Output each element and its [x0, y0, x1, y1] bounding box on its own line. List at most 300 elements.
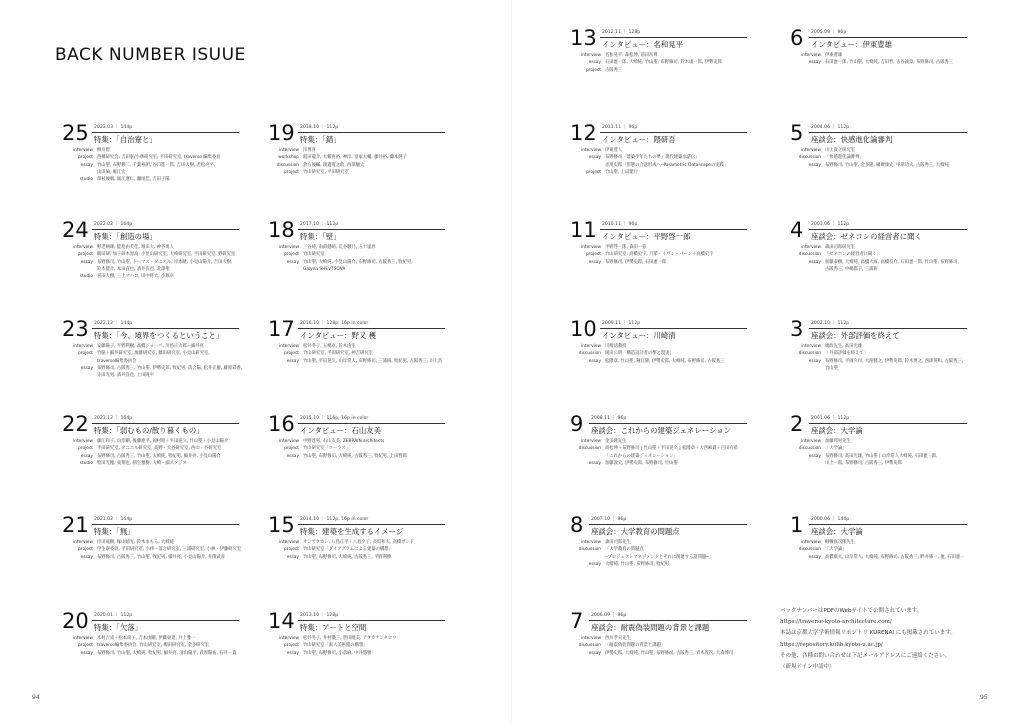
title-rule [809, 328, 967, 329]
contributor-names: 野老朝雄, 能島由芙佳, 増田大, 神谷勇人 [97, 245, 174, 250]
role-label: interview [73, 148, 93, 153]
role-label: project [78, 643, 93, 649]
contributor-names: 伊勢史郎, 大崎純, 竹山聖, 布野修司, 古阪秀三, 青木義次, 大森博司 [605, 650, 734, 656]
contributor-names: 布野修司, 高田光雄, 竹山聖 | 山岸常人大崎純, 石田憲一郎, [825, 453, 938, 459]
role-label: discussion [798, 446, 821, 452]
contributor-list [62, 635, 236, 657]
contributor-row [790, 266, 959, 273]
role-label: project [284, 643, 299, 649]
title-rule [809, 132, 967, 133]
contributor-list [62, 244, 235, 280]
contributor-row [62, 372, 242, 379]
contributor-list [268, 147, 407, 176]
contributor-row [268, 169, 407, 176]
page-title: BACK NUMBER ISUUE [55, 45, 246, 65]
contributor-row [790, 251, 959, 258]
issue-number: 10 [570, 317, 597, 341]
role-label: project [284, 169, 299, 175]
issue-title: インタビュー：野又 穫 [300, 331, 376, 340]
issue-number: 5 [790, 121, 804, 145]
issue-number: 17 [268, 317, 295, 341]
issue-title: 特集：「今、境界をつくるということ」 [94, 331, 224, 340]
contributor-list [62, 147, 220, 183]
contributor-names: 古阪秀三, 中嶋都子, 三浦研 [825, 266, 878, 272]
issue-number: 12 [570, 121, 597, 145]
notice-block [780, 606, 956, 673]
website-link[interactable]: https://traverse-kyoto-architecture.com/ [780, 619, 892, 626]
role-label: essay [588, 650, 601, 656]
contributor-names: 宮田大樹, 三上マハロ, 田中将太, 小堀卓 [97, 274, 174, 280]
contributor-names: 竹山聖, 大崎純, 小見山陽介, 布野修司, 古阪秀三, 牧紀男, [303, 259, 413, 265]
role-label [570, 162, 605, 169]
contributor-row [268, 358, 442, 365]
contributor-row [268, 259, 413, 266]
issue-meta: 2007.10 ｜ 96p [591, 517, 627, 522]
role-label: essay [808, 60, 821, 66]
role-label: interview [801, 53, 821, 58]
role-label: workshop [278, 155, 299, 161]
contributor-row [790, 453, 938, 460]
issue-title: 特集：「錯」 [300, 135, 341, 144]
contributor-names: 伊東豊雄 [825, 53, 843, 58]
role-label [62, 266, 97, 273]
issue-title: 特集：「欠落」 [94, 623, 143, 632]
role-label: project [78, 252, 93, 258]
contributor-row [62, 460, 228, 467]
page-gutter [511, 0, 512, 724]
issue-title: 特集：「自治寮と」 [94, 135, 157, 144]
role-label: interview [581, 245, 601, 250]
role-label: essay [588, 155, 601, 161]
contributor-names: 阪田龍介, 大藪将裕, 神岸, 富家大輔, 藤井裕, 藤本純子 [303, 155, 407, 161]
issue-title: 特集：「弱むもの/散り暮くもの」 [94, 426, 204, 435]
role-label: interview [73, 636, 93, 641]
title-rule [298, 132, 445, 133]
issue-title: 特集：「創造の場」 [94, 232, 157, 241]
role-label: interview [279, 636, 299, 641]
title-rule [92, 132, 239, 133]
contributor-names: 平田研究室, ダニエル研究室, 高野・大谷研究室, 西山・谷研究室 [97, 446, 222, 452]
role-label: interview [801, 439, 821, 444]
role-label: essay [588, 358, 601, 364]
role-label: discussion [578, 351, 601, 357]
contributor-names: 学生寮委員, 平田研究室, 小林・落合研究室, 三浦研究室, 小林・伊藤研究室 [97, 547, 242, 553]
title-rule [809, 229, 967, 230]
contributor-names: 竹山聖, 平田晃久, 山岸常人, 布野修司, 三浦研, 牧紀男, 古阪秀三, 川上浩 [303, 358, 443, 364]
issue-title: 特集：アートと空間 [300, 623, 367, 632]
contributor-row [790, 147, 949, 154]
issue-meta: 2015.10 ｜ 116p, 16p in color [300, 416, 369, 421]
contributor-list [268, 343, 442, 365]
issue-meta: 2009.11 ｜ 112p [602, 321, 641, 326]
role-label: project [284, 547, 299, 553]
role-label: studio [79, 177, 93, 183]
contributor-list [790, 52, 953, 67]
role-label: studio [79, 460, 93, 466]
notice-line-3: その他、各種お問い合わせは下記メールアドレスにご連絡ください。 [780, 652, 951, 659]
role-label: interview [279, 245, 299, 250]
contributor-row [62, 635, 236, 642]
contributor-names: 加藤泰樹, 大崎純, 高橋大成, 高橋良介, 石田憲一郎, 竹山聖, 布野修司, [825, 259, 959, 265]
contributor-row [570, 561, 713, 568]
contributor-row [268, 546, 414, 553]
contributor-row [570, 438, 738, 445]
issue-title: インタビュー：平野啓一郎 [602, 232, 691, 241]
contributor-row [62, 251, 235, 258]
contributor-names: 竹山聖, 布野修司, 大崎純, 古阪秀三, 牧紀男, 上田哲郎 [303, 453, 407, 459]
issue-meta: 2011.11 ｜ 96p [602, 125, 638, 130]
role-label: essay [808, 162, 821, 168]
role-label: discussion [798, 252, 821, 258]
role-label: essay [808, 554, 821, 560]
contributor-list [268, 635, 396, 657]
repository-link[interactable]: https://repository.kulib.kyoto-u.ac.jp/ [780, 641, 883, 648]
contributor-names: 山田倫, 堀江宏 [97, 169, 126, 175]
title-rule [600, 132, 747, 133]
title-rule [589, 423, 747, 424]
role-label [62, 169, 97, 176]
contributor-names: 森田司郎研究室 [825, 245, 856, 250]
issue-number: 9 [570, 412, 584, 436]
role-label: essay [80, 453, 93, 459]
contributor-names: 布野修司, 伊勢史郎, 石田憲一郎 [605, 259, 667, 265]
contributor-row [62, 650, 236, 657]
issue-title: インタビュー：川崎清 [602, 331, 676, 340]
contributor-names: 伊東豊人 [605, 148, 623, 153]
contributor-row [570, 244, 714, 251]
notice-line-2: 本誌は京都大学学術情報リポジトリ KURENAI にも掲載されています。 [780, 630, 956, 637]
contributor-names: 布野修司, 古阪秀三, 竹山聖, 大崎純, 牧紀男, 細井亮, 小見山陽介 [97, 453, 221, 459]
contributor-list [62, 438, 228, 467]
issue-number: 22 [62, 412, 89, 436]
issue-meta: 2004.06 ｜ 112p [811, 125, 850, 130]
role-label: interview [73, 439, 93, 444]
contributor-row [62, 176, 220, 183]
contributor-list [790, 343, 963, 372]
issue-number: 19 [268, 121, 295, 145]
contributor-names: 藤江和子, 山岸剛, 後藤連平, 岡村昭＋平田晃久, 竹山聖＋小見山陽介 [97, 439, 229, 444]
issue-meta: 2023.03 ｜ 144p [94, 125, 133, 130]
contributor-names: 高橋康夫, 山岸常人, 大崎純, 布野修司, 古阪秀三, 畔井修一, 他, 石田憲一 [825, 554, 965, 560]
contributor-names: 竹山聖, 上田建行 [605, 169, 638, 175]
contributor-list [570, 147, 728, 176]
role-label: interview [581, 148, 601, 153]
role-label: project [586, 252, 601, 258]
issue-meta: 2014.10 ｜ 112p, 16p in color [300, 517, 369, 522]
issue-meta: 2018.10 ｜ 112p [300, 125, 339, 130]
issue-meta: 2006.09 ｜ 96p [591, 613, 627, 618]
contributor-names: 名和晃平, 森松伸, 前田岳尊 [605, 53, 658, 58]
contributor-row [62, 273, 235, 280]
contributor-names: 岸博喜 [303, 148, 316, 153]
role-label: essay [808, 358, 821, 364]
contributor-row [790, 244, 959, 251]
issue-title: インタビュー：伊東豊雄 [811, 40, 893, 49]
contributor-row [268, 266, 413, 273]
contributor-row [268, 154, 407, 161]
role-label: discussion [798, 547, 821, 553]
issue-meta: 2022.02 ｜ 164p [94, 222, 133, 227]
contributor-row [790, 350, 963, 357]
contributor-names: 森田司郎先生 [605, 540, 631, 545]
role-label: interview [801, 344, 821, 349]
contributor-names: 川上貴之研究室 [825, 148, 856, 153]
contributor-list [570, 244, 714, 266]
issue-meta: 2010.11 ｜ 96p [602, 222, 638, 227]
issue-title: インタビュー：石山友美 [300, 426, 382, 435]
contributor-names: 布野修司, 平岡久司, 大窪健之, 伊勢史郎, 鈴木博之, 西澤英和, 古阪秀三, [825, 358, 964, 364]
role-label: interview [581, 439, 601, 444]
contributor-list [268, 539, 414, 561]
contributor-row [62, 343, 242, 350]
contributor-names: 高松伸＋布野修司 | 竹山聖＋平田晃久 | 松隈章＋大西麻貴＋百田有希 [605, 446, 738, 452]
contributor-row [62, 244, 235, 251]
contributor-list [790, 147, 949, 169]
contributor-row [268, 453, 407, 460]
title-rule [92, 229, 239, 230]
title-rule [589, 620, 747, 621]
title-rule [809, 423, 967, 424]
contributor-names: 石田憲一郎, 大崎純, 竹山聖, 布野修司, 鈴木康一郎, 伊勢史郎 [605, 60, 722, 66]
contributor-row [62, 266, 235, 273]
contributor-row [62, 642, 236, 649]
issue-meta: 2016.10 ｜ 128p, 16p in color [300, 321, 369, 326]
contributor-row [62, 162, 220, 169]
role-label: project [586, 169, 601, 175]
issue-title: 特集：「壁」 [300, 232, 341, 241]
contributor-names: 竹山研究室「素人美術館の構想」 [303, 643, 368, 649]
issue-number: 2 [790, 412, 804, 436]
role-label: project [284, 252, 299, 258]
contributor-names: 飯田研, 加子研木原高, 小見山研究室, 大崎研究室, 平田研究室, 野研究室 [97, 252, 236, 258]
role-label: discussion [798, 155, 821, 161]
title-rule [298, 423, 445, 424]
issue-number: 7 [570, 609, 584, 633]
contributor-names: 平野啓一郎, 森田一弥 [605, 245, 647, 250]
role-label: interview [581, 53, 601, 58]
contributor-row [268, 642, 396, 649]
role-label: essay [80, 554, 93, 560]
contributor-row [790, 554, 964, 561]
contributor-row [268, 162, 407, 169]
contributor-row [570, 554, 713, 561]
contributor-names: 鈴木健介, 本田直也, 酒井良也, 北澤聖 [97, 266, 170, 272]
issue-meta: 2013.10 ｜ 128p [300, 613, 339, 618]
issue-title: 座談会：大学論 [811, 426, 863, 435]
title-rule [809, 524, 967, 525]
contributor-names: 澤村俊朝, 堀江遼仁, 瀬尾佳, 吉田子陽 [97, 177, 170, 183]
issue-number: 21 [62, 513, 89, 537]
title-rule [92, 524, 239, 525]
role-label [62, 358, 97, 365]
contributor-row [790, 343, 963, 350]
title-rule [92, 620, 239, 621]
role-label: studio [79, 274, 93, 280]
contributor-list [62, 539, 241, 561]
issue-title: 座談会：外部評価を終えて [811, 331, 900, 340]
contributor-row [62, 438, 228, 445]
title-rule [600, 229, 747, 230]
role-label: interview [581, 540, 601, 545]
contributor-row [62, 259, 235, 266]
contributor-row [570, 162, 728, 169]
issue-title: 座談会：耐震偽装問題の背景と課題 [591, 623, 710, 632]
issue-title: 座談会：ゼネコンの経営者に聞く [811, 232, 922, 241]
role-label: essay [588, 259, 601, 265]
role-label: discussion [578, 643, 601, 649]
role-label: essay [80, 162, 93, 168]
issue-meta: 2005.09 ｜ 96p [811, 30, 847, 35]
issue-meta: 2003.06 ｜ 112p [811, 222, 850, 227]
role-label: discussion [798, 351, 821, 357]
issue-number: 13 [570, 26, 597, 50]
contributor-row [570, 154, 728, 161]
contributor-list [570, 438, 738, 467]
role-label [570, 554, 605, 561]
role-label [790, 266, 825, 273]
contributor-names: 桐敷真次郎先生 [825, 540, 856, 545]
contributor-names: 布野修司, 竹山聖, トーマス・ダニエル, 岸本暁, 小見山陽介, 吉田大樹, [97, 259, 233, 265]
role-label: interview [279, 344, 299, 349]
contributor-row [570, 343, 725, 350]
issue-title: 座談会：これからの建築ジェネレーション [591, 426, 731, 435]
contributor-row [268, 244, 413, 251]
contributor-names: 竹山聖, 布野修司, 大崎純, 古阪秀三, 平野利樹 [303, 554, 392, 560]
contributor-list [268, 244, 413, 273]
contributor-row [570, 259, 714, 266]
role-label: interview [801, 148, 821, 153]
contributor-row [790, 438, 938, 445]
contributor-names: 布野修司, 竹山聖, 大崎純, 牧紀男, 細井亮, 清山陽平, 武原陽祐, 石井一貴 [97, 650, 237, 656]
contributor-row [790, 460, 938, 467]
issue-title: インタビュー：隈研吾 [602, 135, 676, 144]
contributor-names: 「快感進化論審判」 [825, 155, 864, 161]
issue-meta: 2002.10 ｜ 112p [811, 321, 850, 326]
contributor-row [790, 546, 964, 553]
issue-number: 15 [268, 513, 295, 537]
role-label: interview [73, 344, 93, 349]
issue-title: 特集：「無」 [94, 527, 135, 536]
contributor-names: 「これからの建築ジェネレーション」 [605, 453, 678, 459]
contributor-row [790, 365, 963, 372]
contributor-row [268, 343, 442, 350]
contributor-names: Galyna SHEVTSOVA [303, 266, 346, 272]
contributor-names: 大崎純, 竹山聖, 布野修司, 牧紀男 [605, 561, 670, 567]
contributor-list [62, 343, 242, 379]
contributor-row [62, 358, 242, 365]
role-label: project [284, 351, 299, 357]
contributor-names: 竹山研究室, 平田研究室, 神吉研究室 [303, 351, 373, 357]
contributor-names: 岡田公明「構造設計者の夢と現実」 [605, 351, 674, 357]
contributor-row [62, 154, 220, 161]
contributor-names: 「ゼネコンの経営者に聞く」 [825, 252, 881, 258]
issue-meta: 2021.02 ｜ 164p [94, 517, 133, 522]
contributor-row [570, 358, 725, 365]
role-label: interview [581, 636, 601, 641]
contributor-row [790, 358, 963, 365]
contributor-names: 寺田光男, 酒井良也, 上田隆平 [97, 373, 155, 379]
role-label: discussion [578, 446, 601, 452]
role-label: interview [73, 540, 93, 545]
role-label [790, 460, 825, 467]
contributor-row [570, 539, 713, 546]
page-number-left: 94 [32, 694, 40, 701]
role-label: essay [80, 365, 93, 371]
contributor-row [62, 539, 241, 546]
issue-meta: 2017.10 ｜ 112p [300, 222, 339, 227]
contributor-names: 竹山聖, 布野修二, 千葉裕朗, 谷口進一郎, 吉田大樹, 若松亮平, [97, 162, 216, 168]
issue-meta: 2001.06 ｜ 112p [811, 416, 850, 421]
contributor-names: traverse編集委員会, 竹山研究室, 柳田研究室, 金多研究室 [97, 643, 210, 649]
contributor-names: traverse編集委員会 [97, 358, 137, 364]
contributor-row [268, 350, 442, 357]
issue-number: 3 [790, 317, 804, 341]
role-label: discussion [578, 547, 601, 553]
contributor-names: 西棟研究会, 吉田寮/小林研究室, 平田研究室, traverse 編集委員 [97, 155, 221, 161]
role-label: essay [80, 259, 93, 265]
contributor-list [790, 438, 938, 467]
issue-number: 8 [570, 513, 584, 537]
contributor-names: 柳川碧 [97, 148, 110, 153]
contributor-row [570, 169, 728, 176]
role-label: essay [286, 650, 299, 656]
role-label: essay [286, 358, 299, 364]
contributor-row [570, 59, 722, 66]
contributor-names: 石田憲一郎, 竹山聖, 大崎純, 吉田哲, 古谷誠章, 布野修司, 古阪秀三 [825, 60, 954, 66]
contributor-names: 岸田竜樹, 塚山晴光, 鈴木まもる, 大崎純 [97, 540, 174, 545]
issue-number: 18 [268, 218, 295, 242]
contributor-row [62, 554, 241, 561]
role-label [62, 372, 97, 379]
contributor-names: 竹山研究室「コーラス」 [303, 446, 351, 452]
issue-meta: 2008.11 ｜ 96p [591, 416, 627, 421]
issue-number: 1 [790, 513, 804, 537]
role-label: project [78, 446, 93, 452]
contributor-row [62, 546, 241, 553]
role-label: interview [581, 344, 601, 349]
contributor-names: 「大学論」 [825, 446, 847, 452]
title-rule [589, 524, 747, 525]
contributor-names: 三谷純, 南部健晴, 荒谷駿乃, 五十嵐淳 [303, 245, 376, 250]
title-rule [298, 524, 445, 525]
issue-meta: 2020.01 ｜ 112p [94, 613, 133, 618]
title-rule [600, 328, 747, 329]
contributor-names: 竹山研究室 [303, 252, 325, 258]
role-label: interview [73, 245, 93, 250]
title-rule [298, 620, 445, 621]
contributor-row [62, 169, 220, 176]
role-label: essay [286, 453, 299, 459]
title-rule [298, 328, 445, 329]
role-label: essay [80, 650, 93, 656]
contributor-row [790, 52, 953, 59]
issue-title: インタビュー：名和晃平 [602, 40, 684, 49]
role-label: interview [279, 148, 299, 153]
role-label: project [78, 547, 93, 553]
contributor-row [570, 445, 738, 452]
contributor-names: 西川孝夫先生 [605, 636, 631, 641]
contributor-row [268, 650, 396, 657]
role-label: interview [279, 540, 299, 545]
contributor-row [570, 350, 725, 357]
contributor-names: 松井冬子, 五嶋卓, 鈴木由生 [303, 344, 356, 349]
issue-meta: 2021.12 ｜ 164p [94, 416, 133, 421]
contributor-names: オンサタカシ, 八島正平＋八島夕子, 長坂和夫, 高橋ボンド [303, 540, 415, 545]
issue-meta: 2022.12 ｜ 144p [94, 321, 133, 326]
role-label [570, 453, 605, 460]
contributor-row [268, 251, 413, 258]
contributor-names: 松隈章, 竹山聖, 鐘江隆, 伊勢史郎, 大崎純, 布野修司, 古阪秀三 [605, 358, 725, 364]
